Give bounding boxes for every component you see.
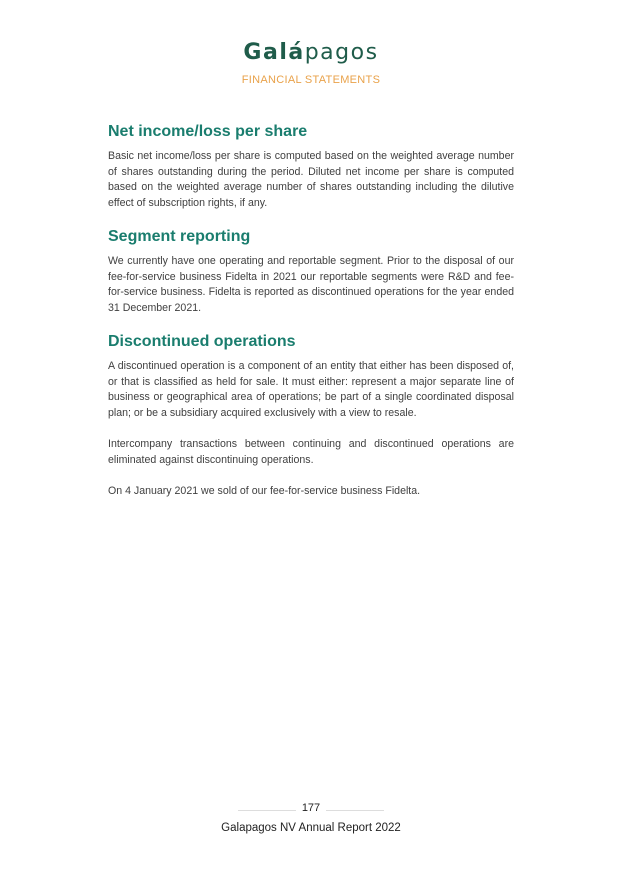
report-title: Galapagos NV Annual Report 2022	[221, 822, 401, 834]
paragraph: Intercompany transactions between continuing and discontinued operations are eliminated against discontinuing operations.	[108, 438, 514, 466]
main-content	[108, 122, 514, 516]
section-net-income	[108, 122, 514, 211]
section-heading: Discontinued operations	[108, 333, 296, 350]
footer-divider-right	[326, 810, 384, 811]
paragraph: Basic net income/loss per share is computed based on the weighted average number of shares outstanding during the period. Diluted net income per share is computed based on the weighted average number of shares outstanding including the dilutive effect of subscription rights, if any.	[108, 150, 514, 209]
paragraph: We currently have one operating and reportable segment. Prior to the disposal of our fee-for-service business Fidelta in 2021 our reportable segments were R&D and fee-for-service business. Fidelta is reported as discontinued operations for the year ended 31 December 2021.	[108, 255, 514, 314]
logo-text-bold: Galá	[243, 40, 305, 65]
paragraph: On 4 January 2021 we sold of our fee-for-service business Fidelta.	[108, 485, 421, 497]
section-discontinued-operations	[108, 332, 514, 500]
section-heading: Segment reporting	[108, 228, 251, 245]
section-segment-reporting	[108, 227, 514, 316]
section-heading: Net income/loss per share	[108, 123, 308, 140]
company-logo	[0, 40, 622, 66]
section-label: FINANCIAL STATEMENTS	[241, 74, 381, 86]
page-number: 177	[301, 802, 321, 814]
paragraph: A discontinued operation is a component of an entity that either has been disposed of, or that is classified as held for sale. It must either: represent a major separate line of business or geographical area of operations; be part of a single coordinated disposal plan; or be a subsidiary acquired exclusively with a view to resale.	[108, 360, 514, 419]
logo-text-light: pagos	[304, 40, 379, 65]
